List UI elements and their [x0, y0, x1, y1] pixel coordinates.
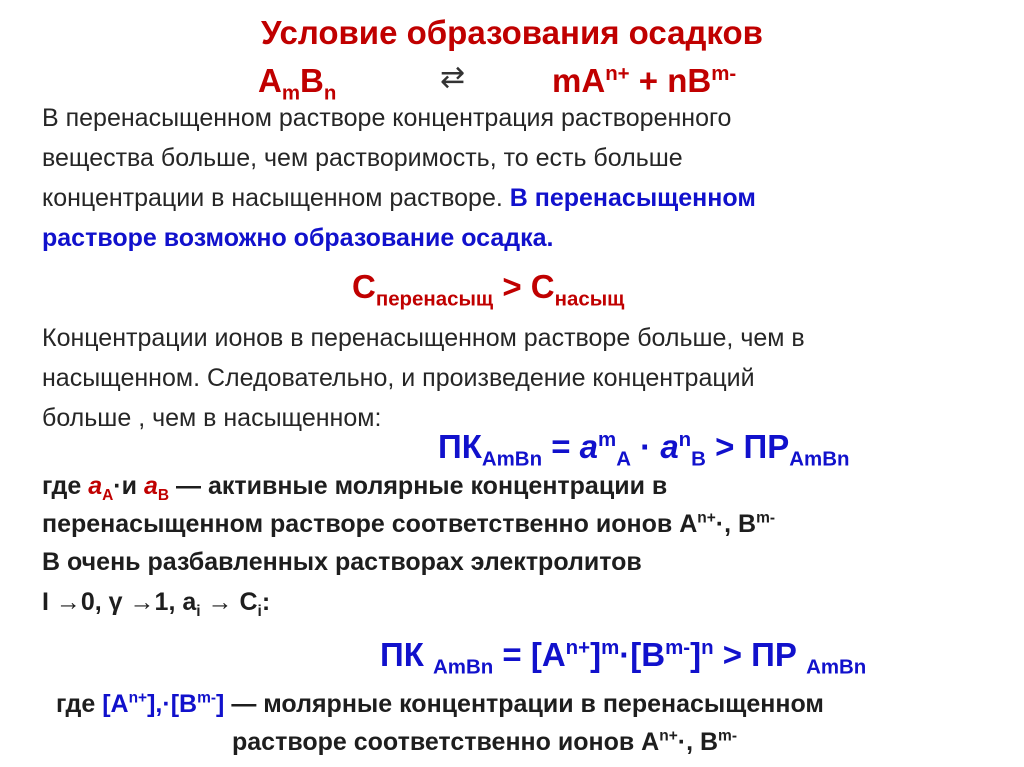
molar-definition-line1: где $[A^{n+}],\cdot[B^{m-}]$ — молярные концентрации в перенасыщенном	[56, 689, 824, 718]
para1-line1: В перенасыщенном растворе концентрация растворенного	[42, 104, 732, 132]
para1-highlight: В перенасыщенном	[509, 184, 756, 212]
products-formula: $mA^{n+} + nB^{m-}$	[552, 62, 737, 99]
activity-definition-line2: перенасыщенном растворе соответственно ионов $A^{n+}\cdot$, $B^{m-}$	[42, 509, 776, 538]
ion-product-molar-formula: ПК $_{AmBn} = [A^{n+}]^m\cdot[B^{m-}]^n$ > ПР $_{AmBn}$	[380, 636, 867, 679]
para2-line3: больше , чем в насыщенном:	[42, 404, 382, 432]
paragraph-ion-concentrations	[42, 318, 805, 438]
concentration-comparison: $C_{перенасыщ} > C_{насыщ}$	[352, 268, 625, 311]
para2-line1: Концентрации ионов в перенасыщенном растворе больше, чем в	[42, 324, 805, 352]
molar-definition-line2: растворе соответственно ионов $A^{n+}\cdot$, $B^{m-}$	[232, 727, 737, 756]
para2-line2: насыщенном. Следовательно, и произведение концентраций	[42, 364, 755, 392]
para1-line4: растворе возможно образование осадка.	[42, 224, 554, 252]
para1-line2: вещества больше, чем растворимость, то есть больше	[42, 144, 683, 172]
paragraph-supersaturated	[42, 98, 756, 258]
reactant-formula: $A_mB_n$	[258, 62, 337, 105]
slide-title: Условие образования осадков	[261, 14, 763, 51]
dilute-solutions-heading: В очень разбавленных растворах электролитов	[42, 548, 642, 576]
equilibrium-arrow-icon: ⇄	[440, 61, 466, 94]
para1-line3: концентрации в насыщенном растворе. В перенасыщенном	[42, 184, 756, 212]
activity-definition-line1: где $a_A\cdot и$ $a_B$ — активные молярные концентрации в	[42, 472, 668, 504]
ion-product-activity-formula: $ПК_{AmBn} = a^m_A \cdot a^n_B > ПР_{AmBn}$	[438, 428, 850, 471]
limits-line: I →0, γ →1, $a_i \to C_i$:	[42, 588, 271, 620]
